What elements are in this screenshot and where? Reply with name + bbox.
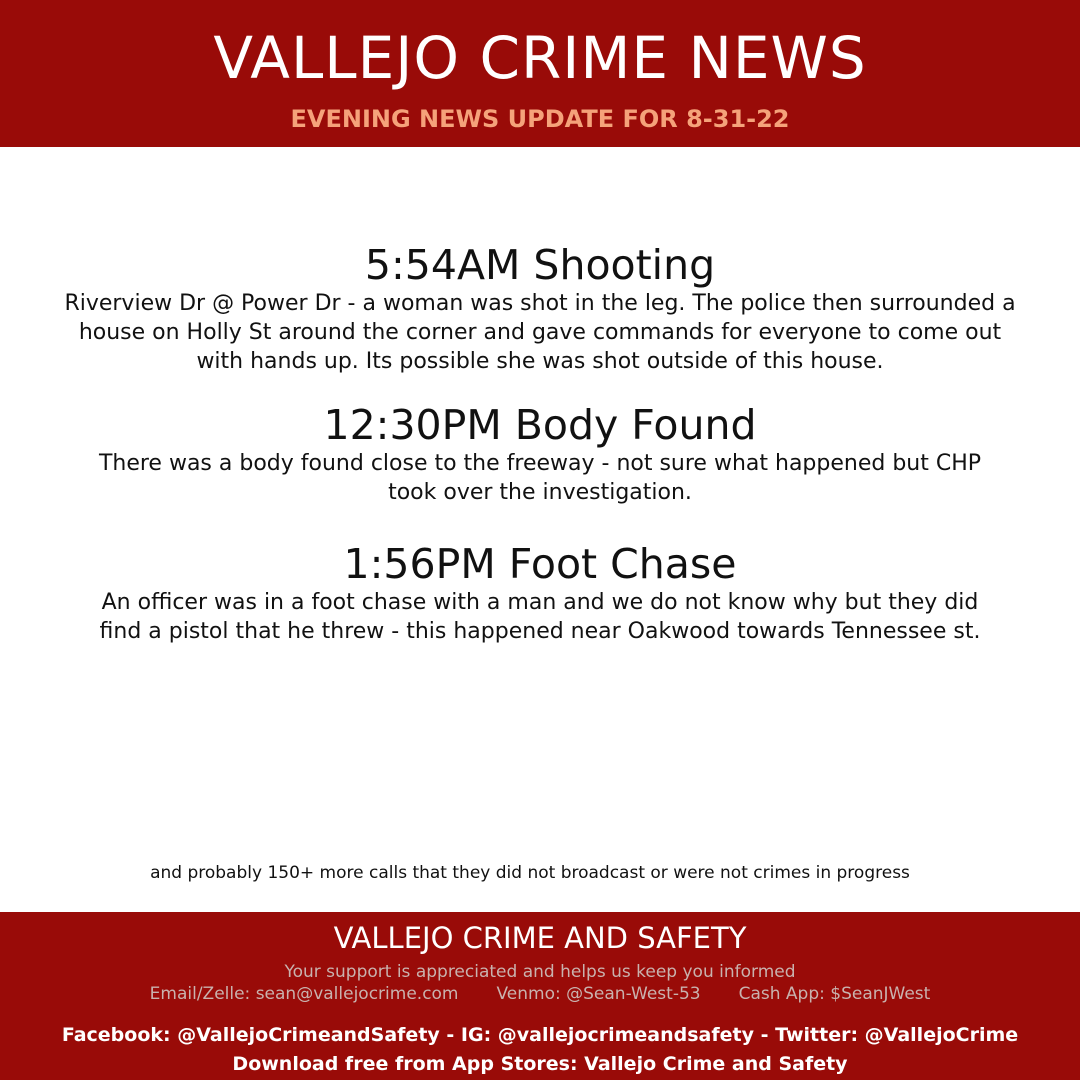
- description-line: There was a body found close to the freeway - not sure what happened but CHP: [98, 451, 982, 476]
- description-line: with hands up. Its possible she was shot outside of this house.: [196, 349, 884, 374]
- news-item-shooting: [0, 241, 1080, 376]
- organization-name: VALLEJO CRIME AND SAFETY: [333, 921, 747, 955]
- description-line: took over the investigation.: [388, 480, 692, 505]
- news-item-title: 5:54AM Shooting: [364, 241, 716, 289]
- description-line: house on Holly St around the corner and gave commands for everyone to come out: [78, 320, 1002, 345]
- support-message: Your support is appreciated and helps us keep you informed: [284, 962, 796, 982]
- page-title: VALLEJO CRIME NEWS: [213, 24, 867, 92]
- news-item-title: 12:30PM Body Found: [323, 401, 757, 449]
- news-item-description: [0, 588, 1080, 646]
- venmo-handle: Venmo: @Sean-West-53: [496, 984, 701, 1004]
- footer-banner: [0, 912, 1080, 1080]
- page-subtitle: EVENING NEWS UPDATE FOR 8-31-22: [290, 105, 790, 133]
- cashapp-handle: Cash App: $SeanJWest: [738, 984, 931, 1004]
- news-item-foot-chase: [0, 540, 1080, 646]
- app-download-note: Download free from App Stores: Vallejo Crime and Safety: [232, 1053, 848, 1075]
- payment-info: [0, 983, 1080, 1005]
- news-item-description: [0, 449, 1080, 507]
- social-handles: Facebook: @VallejoCrimeandSafety - IG: @vallejocrimeandsafety - Twitter: @VallejoCrime: [61, 1024, 1019, 1046]
- news-content: [0, 147, 1080, 912]
- header-banner: [0, 0, 1080, 147]
- footnote: and probably 150+ more calls that they did not broadcast or were not crimes in progress: [150, 863, 910, 883]
- email-zelle: Email/Zelle: sean@vallejocrime.com: [149, 984, 459, 1004]
- description-line: Riverview Dr @ Power Dr - a woman was shot in the leg. The police then surrounded a: [64, 291, 1016, 316]
- news-item-title: 1:56PM Foot Chase: [343, 540, 737, 588]
- news-item-body-found: [0, 401, 1080, 507]
- description-line: An officer was in a foot chase with a man and we do not know why but they did: [101, 590, 979, 615]
- description-line: find a pistol that he threw - this happened near Oakwood towards Tennessee st.: [99, 619, 981, 644]
- news-item-description: [0, 289, 1080, 376]
